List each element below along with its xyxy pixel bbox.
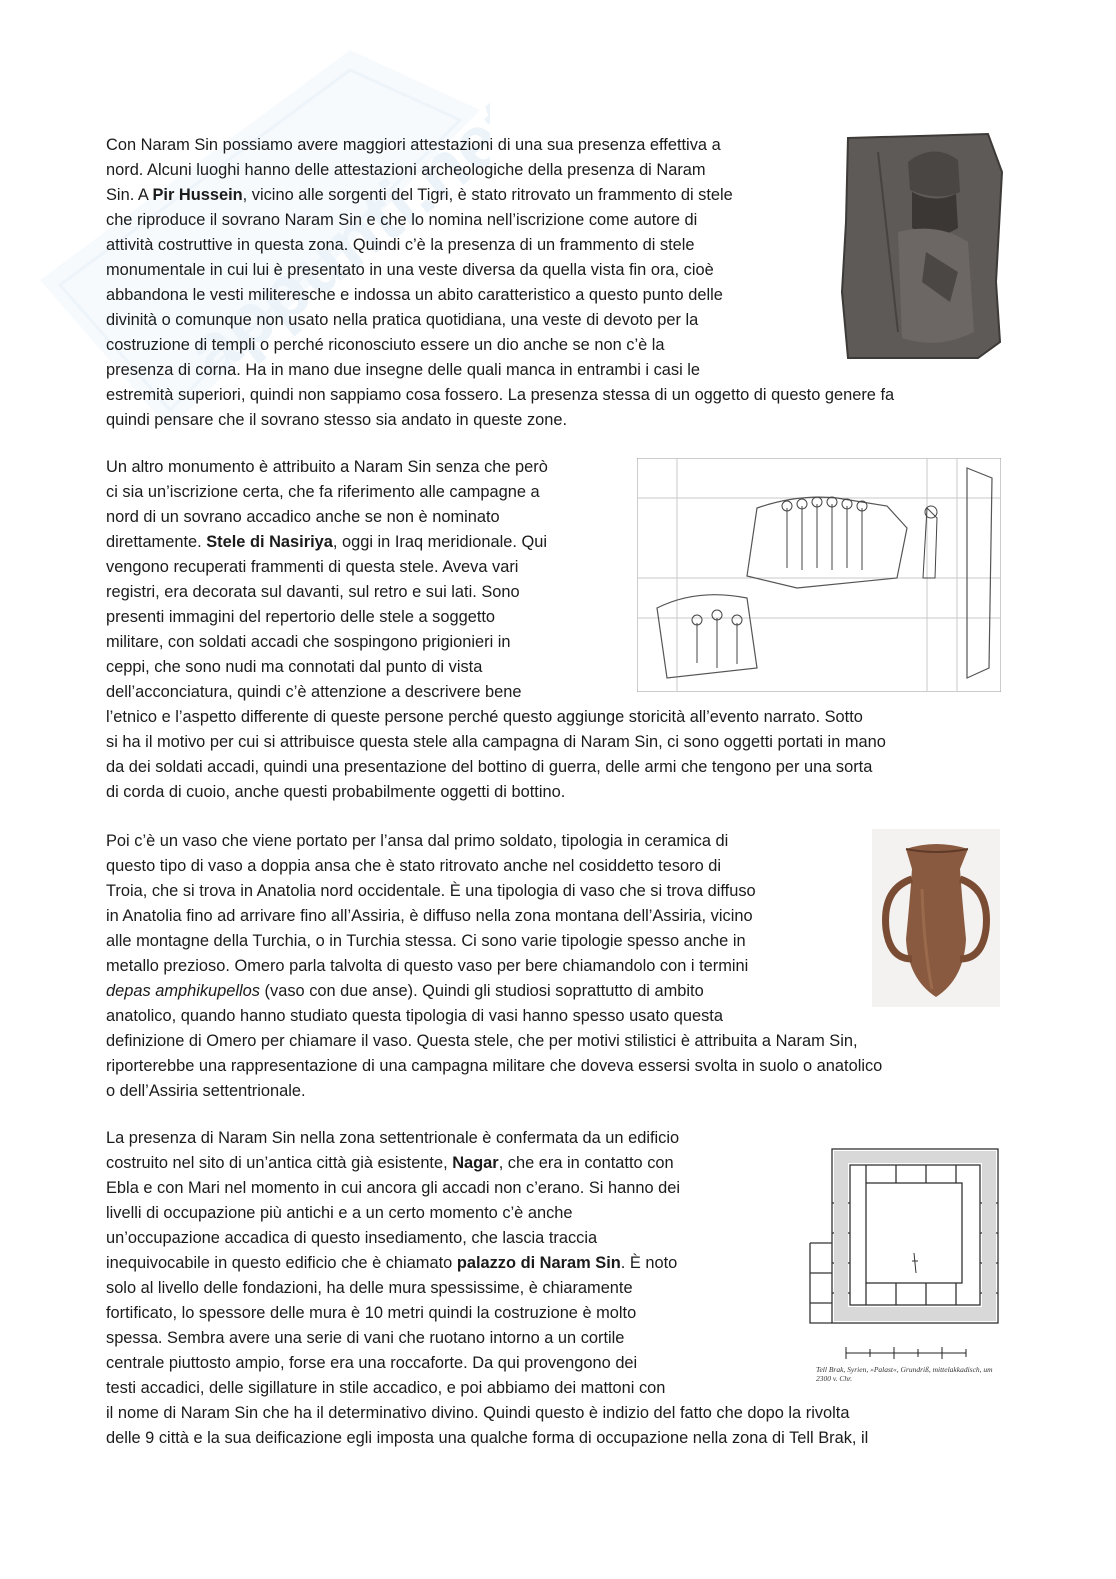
bold-term: Nagar: [452, 1154, 499, 1172]
text-line: delle 9 città e la sua deificazione egli imposta una qualche forma di occupazione nella zona di Tell Brak, il: [106, 1429, 869, 1447]
text-line: inequivocabile in questo edificio che è chiamato palazzo di Naram Sin. È noto: [106, 1254, 678, 1272]
paragraph-pir-hussein: [106, 133, 1006, 433]
text-line: divinità o comunque non usato nella pratica quotidiana, una veste di devoto per la: [106, 311, 699, 329]
bold-term: Stele di Nasiriya: [206, 533, 333, 551]
text-line: metallo prezioso. Omero parla talvolta di questo vaso per bere chiamandolo con i termini: [106, 957, 749, 975]
text-line: costruzione di templi o perché riconosciuto essere un dio anche se non c’è la: [106, 336, 665, 354]
text-line: o dell’Assiria settentrionale.: [106, 1082, 306, 1100]
text-line: un’occupazione accadica di questo insediamento, che lascia traccia: [106, 1229, 598, 1247]
text-line: Poi c’è un vaso che viene portato per l’ansa dal primo soldato, tipologia in ceramica di: [106, 832, 729, 850]
text-line: che riproduce il sovrano Naram Sin e che lo nomina nell’iscrizione come autore di: [106, 211, 698, 229]
italic-term: depas amphikupellos: [106, 982, 260, 1000]
text-line: monumentale in cui lui è presentato in una veste diversa da quella vista fin ora, cioè: [106, 261, 714, 279]
text-line: fortificato, lo spessore delle mura è 10 metri quindi la costruzione è molto: [106, 1304, 637, 1322]
watermark-text: appunti.net: [171, 82, 490, 394]
text-line: ci sia un’iscrizione certa, che fa riferimento alle campagne a: [106, 483, 540, 501]
text-line: livelli di occupazione più antichi e a un certo momento c’è anche: [106, 1204, 573, 1222]
text-line: ceppi, che sono nudi ma connotati dal punto di vista: [106, 658, 483, 676]
text-line: direttamente. Stele di Nasiriya, oggi in Iraq meridionale. Qui: [106, 533, 547, 551]
text-line: riporterebbe una rappresentazione di una campagna militare che doveva essersi svolta in suolo o anatolico: [106, 1057, 883, 1075]
text-line: anatolico, quando hanno studiato questa tipologia di vasi hanno spesso usato questa: [106, 1007, 723, 1025]
palace-plan-caption: Tell Brak, Syrien, »Palast«, Grundriß, mittelakkadisch, um 2300 v. Chr.: [816, 1365, 993, 1383]
text-line: Un altro monumento è attribuito a Naram Sin senza che però: [106, 458, 548, 476]
paragraph-palazzo-naram-sin: [106, 1126, 1006, 1451]
text-line: il nome di Naram Sin che ha il determinativo divino. Quindi questo è indizio del fatto che dopo la rivolta: [106, 1404, 850, 1422]
text-line: Ebla e con Mari nel momento in cui ancora gli accadi non c’erano. Si hanno dei: [106, 1179, 681, 1197]
text-line: abbandona le vesti militeresche e indossa un abito caratteristico a questo punto delle: [106, 286, 723, 304]
text-line: Troia, che si trova in Anatolia nord occidentale. È una tipologia di vaso che si trova diffuso: [106, 882, 756, 900]
paragraph-vaso-doppia-ansa: [106, 829, 1006, 1104]
text-line: dell’acconciatura, quindi c’è attenzione a descrivere bene: [106, 683, 522, 701]
text-line: La presenza di Naram Sin nella zona settentrionale è confermata da un edificio: [106, 1129, 680, 1147]
text-line: alle montagne della Turchia, o in Turchia stessa. Ci sono varie tipologie spesso anche in: [106, 932, 746, 950]
text-line: solo al livello delle fondazioni, ha delle mura spessissime, è chiaramente: [106, 1279, 633, 1297]
text-line: presenti immagini del repertorio delle stele a soggetto: [106, 608, 496, 626]
bold-term: Pir Hussein: [152, 186, 243, 204]
text-line: nord. Alcuni luoghi hanno delle attestazioni archeologiche della presenza di Naram: [106, 161, 706, 179]
text-line: militare, con soldati accadi che sospingono prigionieri in: [106, 633, 511, 651]
text-line: presenza di corna. Ha in mano due insegne delle quali manca in entrambi i casi le: [106, 361, 701, 379]
text-line: costruito nel sito di un’antica città già esistente, Nagar, che era in contatto con: [106, 1154, 674, 1172]
text-line: da dei soldati accadi, quindi una presentazione del bottino di guerra, delle armi che tengono per una sorta: [106, 758, 873, 776]
text-line: nord di un sovrano accadico anche se non è nominato: [106, 508, 500, 526]
text-line: Sin. A Pir Hussein, vicino alle sorgenti del Tigri, è stato ritrovato un frammento di stele: [106, 186, 733, 204]
text-line: attività costruttive in questa zona. Quindi c’è la presenza di un frammento di stele: [106, 236, 695, 254]
paragraph-stele-nasiriya: [106, 455, 1006, 805]
text-line: definizione di Omero per chiamare il vaso. Questa stele, che per motivi stilistici è attribuita a Naram Sin,: [106, 1032, 858, 1050]
text-line: registri, era decorata sul davanti, sul retro e sui lati. Sono: [106, 583, 520, 601]
text-line: spessa. Sembra avere una serie di vani che ruotano intorno a un cortile: [106, 1329, 625, 1347]
text-line: centrale piuttosto ampio, forse era una roccaforte. Da qui provengono dei: [106, 1354, 638, 1372]
text-line: l’etnico e l’aspetto differente di queste persone perché questo aggiunge storicità all’evento narrato. Sotto: [106, 708, 863, 726]
text-line: di corda di cuoio, anche questi probabilmente oggetti di bottino.: [106, 783, 566, 801]
text-line: depas amphikupellos (vaso con due anse). Quindi gli studiosi soprattutto di ambito: [106, 982, 704, 1000]
text-line: testi accadici, delle sigillature in stile accadico, e poi abbiamo dei mattoni con: [106, 1379, 666, 1397]
text-line: quindi pensare che il sovrano stesso sia andato in queste zone.: [106, 411, 568, 429]
text-line: questo tipo di vaso a doppia ansa che è stato ritrovato anche nel cosiddetto tesoro di: [106, 857, 722, 875]
text-line: estremità superiori, quindi non sappiamo cosa fossero. La presenza stessa di un oggetto di questo genere fa: [106, 386, 895, 404]
text-line: vengono recuperati frammenti di questa stele. Aveva vari: [106, 558, 519, 576]
text-line: Con Naram Sin possiamo avere maggiori attestazioni di una sua presenza effettiva a: [106, 136, 721, 154]
bold-term: palazzo di Naram Sin: [456, 1254, 621, 1272]
text-line: in Anatolia fino ad arrivare fino all’Assiria, è diffuso nella zona montana dell’Assiria, vicino: [106, 907, 753, 925]
text-line: si ha il motivo per cui si attribuisce questa stele alla campagna di Naram Sin, ci sono oggetti portati in mano: [106, 733, 886, 751]
